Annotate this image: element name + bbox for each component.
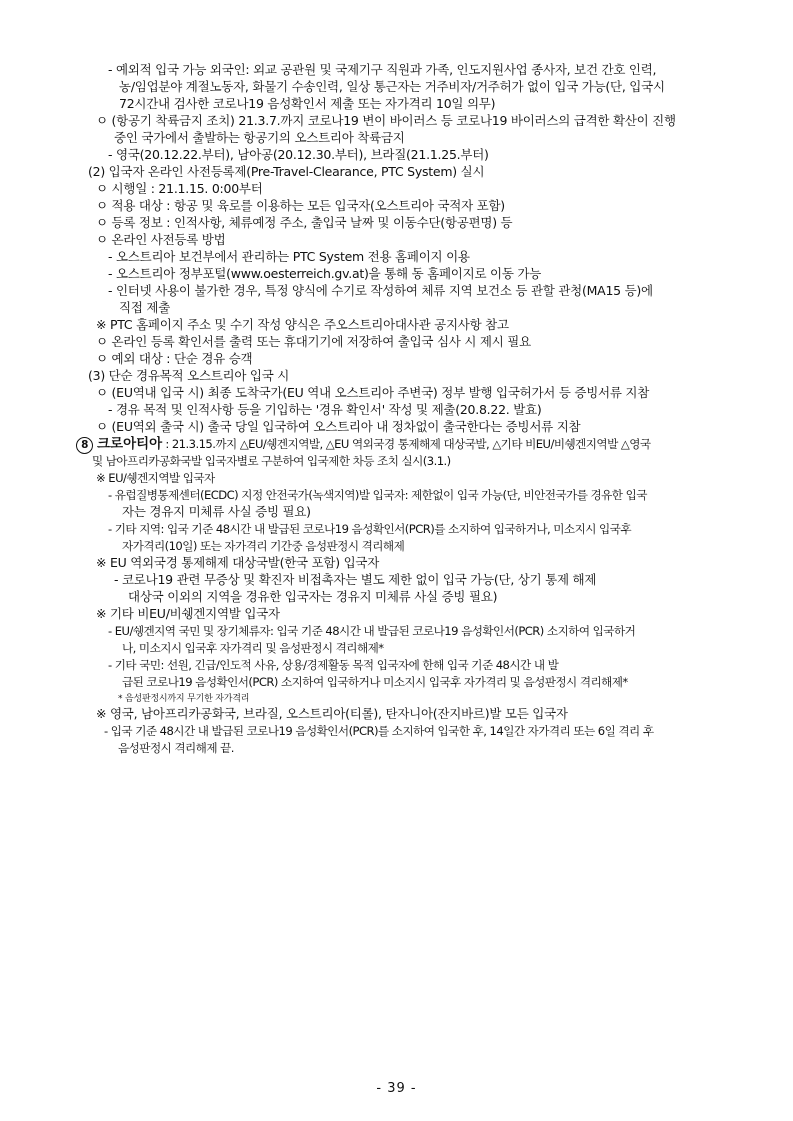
text-line: 농/임업분야 계절노동자, 화물기 수송인력, 일상 통근자는 거주비자/거주허가 없이 입국 가능(단, 입국시 bbox=[119, 79, 665, 94]
text-line: ㅇ 온라인 등록 확인서를 출력 또는 휴대기기에 저장하여 출입국 심사 시 제시 필요 bbox=[96, 334, 531, 349]
page-number: - 39 - bbox=[376, 1081, 417, 1096]
note-line: ※ EU 역외국경 통제해제 대상국발(한국 포함) 입국자 bbox=[96, 555, 380, 570]
text-line: - 기타 지역: 입국 기준 48시간 내 발급된 코로나19 음성확인서(PCR)를 소지하여 입국하거나, 미소지시 입국후 bbox=[108, 522, 631, 536]
text-line: ㅇ (항공기 착륙금지 조치) 21.3.7.까지 코로나19 변이 바이러스 등 코로나19 바이러스의 급격한 확산이 진행 bbox=[96, 113, 676, 128]
text-line: - EU/쉥겐지역 국민 및 장기체류자: 입국 기준 48시간 내 발급된 코로나19 음성확인서(PCR) 소지하여 입국하거 bbox=[108, 624, 636, 638]
text-line: - 경유 목적 및 인적사항 등을 기입하는 '경유 확인서' 작성 및 제출(20.8.22. 발효) bbox=[108, 402, 542, 417]
text-line: 중인 국가에서 출발하는 항공기의 오스트리아 착륙금지 bbox=[114, 130, 405, 145]
text-line: ㅇ 적용 대상 : 항공 및 육로를 이용하는 모든 입국자(오스트리아 국적자 포함) bbox=[96, 198, 505, 213]
country-title: 크로아티아 bbox=[97, 436, 163, 452]
croatia-heading-line bbox=[76, 436, 741, 454]
footnote-line: * 음성판정시까지 무기한 자가격리 bbox=[118, 694, 250, 704]
text-line: ㅇ 시행일 : 21.1.15. 0:00부터 bbox=[96, 181, 263, 196]
croatia-summary: : 21.3.15.까지 △EU/쉥겐지역발, △EU 역외국경 통제해제 대상국발, △기타 비EU/비쉥겐지역발 △영국 bbox=[162, 437, 651, 451]
text-line: - 예외적 입국 가능 외국인: 외교 공관원 및 국제기구 직원과 가족, 인도지원사업 종사자, 보건 간호 인력, bbox=[108, 62, 657, 77]
text-line: 나, 미소지시 입국후 자가격리 및 음성판정시 격리해제* bbox=[122, 641, 384, 655]
note-line: ※ 기타 비EU/비쉥겐지역발 입국자 bbox=[96, 606, 280, 621]
text-line: ㅇ 예외 대상 : 단순 경유 승객 bbox=[96, 351, 253, 366]
note-line: ※ EU/쉥겐지역발 입국자 bbox=[96, 471, 215, 485]
text-line: - 오스트리아 보건부에서 관리하는 PTC System 전용 홈페이지 이용 bbox=[108, 249, 470, 264]
text-line: ㅇ (EU역내 입국 시) 최종 도착국가(EU 역내 오스트리아 주변국) 정부 발행 입국허가서 등 증빙서류 지참 bbox=[96, 385, 650, 400]
note-line: ※ PTC 홈페이지 주소 및 수기 작성 양식은 주오스트리아대사관 공지사항 참고 bbox=[96, 317, 509, 332]
text-line: 자는 경유지 미체류 사실 증빙 필요) bbox=[122, 504, 311, 519]
text-line: 급된 코로나19 음성확인서(PCR) 소지하여 입국하거나 미소지시 입국후 자가격리 및 음성판정시 격리해제* bbox=[122, 675, 628, 689]
text-line: 직접 제출 bbox=[119, 300, 171, 315]
text-line: - 유럽질병통제센터(ECDC) 지정 안전국가(녹색지역)발 입국자: 제한없이 입국 가능(단, 비안전국가를 경유한 입국 bbox=[108, 488, 647, 502]
text-line: 자가격리(10일) 또는 자가격리 기간중 음성판정시 격리해제 bbox=[122, 539, 405, 553]
text-line: - 오스트리아 정부포털(www.oesterreich.gv.at)을 통해 동 홈페이지로 이동 가능 bbox=[108, 266, 542, 281]
text-line: - 인터넷 사용이 불가한 경우, 특정 양식에 수기로 작성하여 체류 지역 보건소 등 관할 관청(MA15 등)에 bbox=[108, 283, 653, 298]
circled-number-badge: 8 bbox=[76, 437, 93, 454]
text-line: ㅇ 등록 정보 : 인적사항, 체류예정 주소, 출입국 날짜 및 이동수단(항공편명) 등 bbox=[96, 215, 513, 230]
text-line: - 입국 기준 48시간 내 발급된 코로나19 음성확인서(PCR)를 소지하여 입국한 후, 14일간 자가격리 또는 6일 격리 후 bbox=[104, 724, 654, 738]
text-line: - 코로나19 관련 무증상 및 확진자 비접촉자는 별도 제한 없이 입국 가능(단, 상기 통제 해제 bbox=[114, 572, 597, 587]
text-line: 및 남아프리카공화국발 입국자별로 구분하여 입국제한 차등 조치 실시(3.1.) bbox=[92, 454, 451, 468]
text-line: 대상국 이외의 지역을 경유한 입국자는 경유지 미체류 사실 증빙 필요) bbox=[128, 589, 498, 604]
section-heading: (3) 단순 경유목적 오스트리아 입국 시 bbox=[88, 368, 290, 383]
text-line: ㅇ (EU역외 출국 시) 출국 당일 입국하여 오스트리아 내 정차없이 출국한다는 증빙서류 지참 bbox=[96, 419, 581, 434]
text-line: - 기타 국민: 선원, 긴급/인도적 사유, 상용/경제활동 목적 입국자에 한해 입국 기준 48시간 내 발 bbox=[108, 658, 559, 672]
note-line: ※ 영국, 남아프리카공화국, 브라질, 오스트리아(티롤), 탄자니아(잔지바르)발 모든 입국자 bbox=[96, 706, 568, 721]
text-line: ㅇ 온라인 사전등록 방법 bbox=[96, 232, 226, 247]
text-line: - 영국(20.12.22.부터), 남아공(20.12.30.부터), 브라질(21.1.25.부터) bbox=[108, 147, 489, 162]
section-heading: (2) 입국자 온라인 사전등록제(Pre-Travel-Clearance, PTC System) 실시 bbox=[88, 164, 485, 179]
text-line: 음성판정시 격리해제 끝. bbox=[118, 741, 234, 755]
text-line: 72시간내 검사한 코로나19 음성확인서 제출 또는 자가격리 10일 의무) bbox=[119, 96, 496, 111]
